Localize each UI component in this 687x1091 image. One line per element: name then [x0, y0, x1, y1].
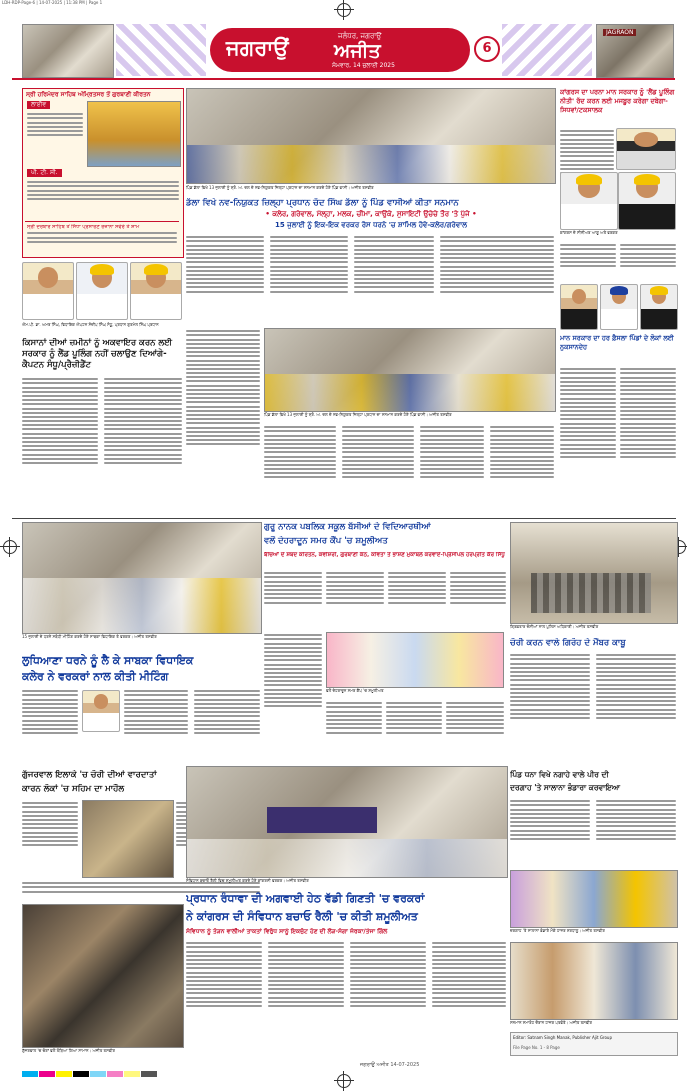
main-sub-1: • ਕਲੇਰ, ਗਰੇਵਾਲ, ਮੱਲ੍ਹਾ, ਮਲਕ, ਚੀਮਾ, ਕਾਉਂਕੇ, ਸੁਸਾਇਟੀ ਉਚੇਚੇ ਤੌਰ 'ਤੇ ਪੁੱਜੇ •: [265, 210, 477, 218]
theft-headline-2: ਕਾਰਨ ਲੋਕਾਂ 'ਚ ਸਹਿਮ ਦਾ ਮਾਹੌਲ: [22, 784, 125, 794]
dargah-headline-2: ਦਰਗਾਹ 'ਤੇ ਸਾਲਾਨਾ ਭੰਡਾਰਾ ਕਰਵਾਇਆ: [510, 783, 621, 792]
registration-mark-left: [3, 540, 17, 554]
right-headline: ਕਾਂਗਰਸ ਦਾ ਪਰਨਾ ਮਾਨ ਸਰਕਾਰ ਨੂੰ 'ਲੈਂਡ ਪੂਲਿੰਗ ਨੀਤੀ' ਰੱਦ ਕਰਨ ਲਈ ਮਜਬੂਰ ਕਰੇਗਾ ਦਬੇਗਾ-ਸਿਧਵਾਂ/ਟਕਸਾਲਕ: [560, 88, 675, 114]
gurbani-title: ਸ੍ਰੀ ਹਰਿਮੰਦਰ ਸਾਹਿਬ ਅੰਮ੍ਰਿਤਸਰ ਤੋਂ ਗੁਰਬਾਣੀ ਕੀਰਤਨ: [26, 91, 151, 98]
theft-photo-1: [82, 800, 174, 878]
gurbani-text: ਸ੍ਰੀ ਦਰਬਾਰ ਸਾਹਿਬ ਤੋਂ ਸਿੱਧਾ ਪ੍ਰਸਾਰਣ ਰੋਜ਼ਾਨਾ ਸਵੇਰੇ ਤੇ ਸ਼ਾਮ: [27, 224, 177, 254]
masthead-banner: [210, 28, 470, 72]
live-label: ਲਾਈਵ: [27, 101, 50, 109]
portrait-leader-1: [22, 262, 74, 320]
right-portrait-caption: ਕਾਂਗਰਸ ਦੇ ਸੀਨੀਅਰ ਆਗੂ ਅਤੇ ਵਰਕਰ: [560, 230, 618, 235]
second-photo-caption: ਪਿੰਡ ਡੱਲਾ ਵਿਖੇ 13 ਜੁਲਾਈ ਨੂੰ ਸ਼੍ਰੋ. ਅ. ਦਲ ਦੇ ਨਵ-ਨਿਯੁਕਤ ਜ਼ਿਲ੍ਹਾ ਪ੍ਰਧਾਨ ਦਾ ਸਨਮਾਨ ਕਰਦੇ ਹੋਏ ਪਿੰਡ ਵਾਸੀ। ਅਜੀਤ ਤਸਵੀਰ: [264, 412, 452, 417]
ludhiana-meeting-photo: [22, 522, 262, 634]
masthead: [12, 18, 675, 80]
right-photo-label: JAGRAON: [603, 29, 636, 36]
arrest-photo: [510, 522, 678, 624]
file-page: File Page No. 1 - 8 Page: [513, 1045, 560, 1050]
rally-headline-2: ਨੇ ਕਾਂਗਰਸ ਦੀ ਸੰਵਿਧਾਨ ਬਚਾਓ ਰੈਲੀ 'ਚ ਕੀਤੀ ਸ਼ਮੂਲੀਅਤ: [186, 910, 418, 923]
masthead-pattern-left: [116, 24, 206, 76]
edition-line: ਜਲੰਧਰ, ਜਗਰਾਉਂ: [338, 32, 382, 40]
main-story-photo: [186, 88, 556, 184]
registration-mark-bottom: [337, 1074, 351, 1088]
rally-caption: ਸੰਵਿਧਾਨ ਬਚਾਓ ਰੈਲੀ ਵਿਚ ਸ਼ਮੂਲੀਅਤ ਕਰਦੇ ਹੋਏ ਕਾਂਗਰਸੀ ਵਰਕਰ। ਅਜੀਤ ਤਸਵੀਰ: [186, 878, 309, 883]
masthead-right-photo: [596, 24, 674, 78]
main-sub-2: 15 ਜੁਲਾਈ ਨੂੰ ਇਕ-ਇਕ ਵਰਕਰ ਰੋਸ ਧਰਨੇ 'ਚ ਸ਼ਾਮਿਲ ਹੋਵੇ-ਕਲੇਰ/ਗਰੇਵਾਲ: [274, 221, 468, 229]
portrait-right-2: [560, 172, 618, 230]
school-children-photo: [326, 632, 504, 688]
section-rule: [12, 518, 676, 519]
main-headline: ਡੱਲਾ ਵਿਖੇ ਨਵ-ਨਿਯੁਕਤ ਜ਼ਿਲ੍ਹਾ ਪ੍ਰਧਾਨ ਚੰਦ ਸਿੰਘ ਡੱਲਾ ਨੂੰ ਪਿੰਡ ਵਾਸੀਆਂ ਕੀਤਾ ਸਨਮਾਨ: [186, 198, 459, 208]
main-photo-caption: ਪਿੰਡ ਡੱਲਾ ਵਿਖੇ 13 ਜੁਲਾਈ ਨੂੰ ਸ਼੍ਰੋ. ਅ. ਦਲ ਦੇ ਨਵ-ਨਿਯੁਕਤ ਜ਼ਿਲ੍ਹਾ ਪ੍ਰਧਾਨ ਦਾ ਸਨਮਾਨ ਕਰਦੇ ਹੋਏ ਪਿੰਡ ਵਾਸੀ। ਅਜੀਤ ਤਸਵੀਰ: [186, 185, 374, 190]
portrait-right-5: [600, 284, 638, 330]
golden-temple-photo: [87, 101, 181, 167]
portrait-right-6: [640, 284, 678, 330]
city-title: ਜਗਰਾਉਂ: [226, 36, 289, 60]
rally-banner: [267, 807, 377, 833]
slug-line: LDH-RDP-Page-6 | 14-07-2025 | 11:38 PM | Page 1: [2, 0, 103, 5]
ludhiana-caption: 15 ਜੁਲਾਈ ਦੇ ਧਰਨੇ ਸਬੰਧੀ ਮੀਟਿੰਗ ਕਰਦੇ ਹੋਏ ਸਾਬਕਾ ਵਿਧਾਇਕ ਤੇ ਵਰਕਰ। ਅਜੀਤ ਤਸਵੀਰ: [22, 634, 157, 639]
school-headline-1: ਗੁਰੂ ਨਾਨਕ ਪਬਲਿਕ ਸਕੂਲ ਬੱਸੀਆਂ ਦੇ ਵਿਦਿਆਰਥੀਆਂ: [264, 522, 431, 532]
masthead-pattern-right: [502, 24, 592, 76]
page-number: 6: [474, 36, 500, 62]
ludhiana-headline-1: ਲੁਧਿਆਣਾ ਧਰਨੇ ਨੂੰ ਲੈ ਕੇ ਸਾਬਕਾ ਵਿਧਾਇਕ: [22, 654, 194, 667]
portrait-right-4: [560, 284, 598, 330]
masthead-left-photo: [22, 24, 114, 78]
dargah-headline-1: ਪਿੰਡ ਧਨਾ ਵਿਖੇ ਨਗਾਹੇ ਵਾਲੇ ਪੀਰ ਦੀ: [510, 770, 609, 779]
bottom-right-caption: ਸਨਮਾਨ ਸਮਾਰੋਹ ਦੌਰਾਨ ਹਾਜ਼ਰ ਪਤਵੰਤੇ। ਅਜੀਤ ਤਸਵੀਰ: [510, 1020, 593, 1025]
portrait-right-3: [618, 172, 676, 230]
rally-sub: ਸੰਵਿਧਾਨ ਨੂੰ ਤੋੜਨ ਵਾਲੀਆਂ ਤਾਕਤਾਂ ਵਿਰੁੱਧ ਸਾਨੂੰ ਇਕਜੁੱਟ ਹੋਣ ਦੀ ਲੋੜ-ਸੰਗਾ ਜੋਰਕਾ/ਤੇਜਾ ਗਿੱਲ: [186, 928, 388, 935]
left-portrait-caption: ਐਮ.ਪੀ. ਡਾ. ਅਮਰ ਸਿੰਘ, ਵਿਧਾਇਕ ਐਪਟਨ ਸੰਦੀਪ ਸਿੰਘ ਸੰਧੂ, ਪ੍ਰਧਾਨ ਗੁਰਮੇਲ ਸਿੰਘ ਪ੍ਰਧਾਨ: [22, 322, 159, 327]
bottom-right-photo: [510, 942, 678, 1020]
dargah-caption: ਦਰਗਾਹ 'ਤੇ ਸਾਲਾਨਾ ਭੰਡਾਰੇ ਮੌਕੇ ਹਾਜ਼ਰ ਸ਼ਰਧਾਲੂ। ਅਜੀਤ ਤਸਵੀਰ: [510, 928, 605, 933]
credits-box: [510, 1032, 678, 1056]
portrait-leader-3: [130, 262, 182, 320]
registration-mark-top: [337, 3, 351, 17]
arrest-headline: ਚੋਰੀ ਕਰਨ ਵਾਲੇ ਗਿਰੋਹ ਦੇ ਮੈਂਬਰ ਕਾਬੂ: [510, 638, 626, 648]
left-headline: ਕਿਸਾਨਾਂ ਦੀਆਂ ਜ਼ਮੀਨਾਂ ਨੂੰ ਅਕਵਾਇਰ ਕਰਨ ਲਈ ਸਰਕਾਰ ਨੂੰ ਲੈਂਡ ਪੂਲਿੰਗ ਨਹੀਂ ਚਲਾਉਣ ਦਿਆਂਗੇ-ਕੈਪਟਨ ਸੰਧੂ/ਪ੍ਰੈਜ਼ੀਡੈਂਟ: [22, 338, 173, 370]
paper-name: ਅਜੀਤ: [334, 40, 381, 62]
portrait-leader-2: [76, 262, 128, 320]
portrait-kaler: [82, 690, 120, 732]
right-headline-2: ਮਾਨ ਸਰਕਾਰ ਦਾ ਹਰ ਫ਼ੈਸਲਾ ਪਿੰਡਾਂ ਦੇ ਲੋਕਾਂ ਲਈ ਨੁਕਸਾਨਦੇਹ: [560, 334, 674, 351]
arrest-caption: ਗ੍ਰਿਫ਼ਤਾਰ ਦੋਸ਼ੀਆਂ ਨਾਲ ਪੁਲਿਸ ਅਧਿਕਾਰੀ। ਅਜੀਤ ਤਸਵੀਰ: [510, 624, 599, 629]
second-center-photo: [264, 328, 556, 412]
school-headline-2: ਵਲੋਂ ਦੇਹਰਾਦੂਨ ਸਮਰ ਕੈਂਪ 'ਚ ਸ਼ਮੂਲੀਅਤ: [264, 536, 388, 546]
date-line: ਸੋਮਵਾਰ, 14 ਜੁਲਾਈ 2025: [332, 62, 395, 69]
rally-headline-1: ਪ੍ਰਧਾਨ ਰੰਧਾਵਾ ਦੀ ਅਗਵਾਈ ਹੇਠ ਵੱਡੀ ਗਿਣਤੀ 'ਚ ਵਰਕਰਾਂ: [186, 892, 425, 905]
rally-photo: [186, 766, 508, 878]
color-calibration-strip: [22, 1062, 322, 1070]
ludhiana-headline-2: ਕਲੇਰ ਨੇ ਵਰਕਰਾਂ ਨਾਲ ਕੀਤੀ ਮੀਟਿੰਗ: [22, 670, 169, 683]
school-photo-caption: ਵਲੋਂ ਦੇਹਰਾਦੂਨ ਸਮਰ ਕੈਂਪ 'ਚ ਸ਼ਮੂਲੀਅਤ: [326, 688, 384, 693]
portrait-right-1: [616, 128, 676, 170]
ptc-label: ਪੀ. ਟੀ. ਸੀ.: [27, 169, 62, 177]
credits-text: Editor: Satnam Singh Manak, Publisher Ajit Group: [513, 1035, 612, 1040]
bottom-left-theft-photo: [22, 904, 184, 1048]
school-sub: ਬੱਚਿਆਂ ਦੇ ਸ਼ਬਦ ਕੀਰਤਨ, ਕਵੀਸ਼ਰੀ, ਗੁਰਬਾਣੀ ਕੰਠ, ਕਵਿਤਾ ਤੇ ਭਾਸ਼ਣ ਮੁਕਾਬਲੇ ਕਰਵਾਏ-ਪ੍ਰਿੰਸੀਪਲ ਹਰਪ੍ਰੀਤ ਕੌਰ ਸਿੱਧੂ: [264, 552, 505, 558]
theft-headline-1: ਗੁੱਜਰਵਾਲ ਇਲਾਕੇ 'ਚ ਚੋਰੀ ਦੀਆਂ ਵਾਰਦਾਤਾਂ: [22, 770, 157, 780]
dargah-photo: [510, 870, 678, 928]
bottom-left-caption: ਗੁੱਜਰਵਾਲ 'ਚ ਚੋਰਾਂ ਵਲੋਂ ਤੋੜਿਆ ਗਿਆ ਸਾਮਾਨ। ਅਜੀਤ ਤਸਵੀਰ: [22, 1048, 115, 1053]
gurbani-box: [22, 88, 184, 258]
footer-strip: ਜਗਰਾਉਂ ਅਜੀਤ 14-07-2025: [360, 1062, 420, 1068]
